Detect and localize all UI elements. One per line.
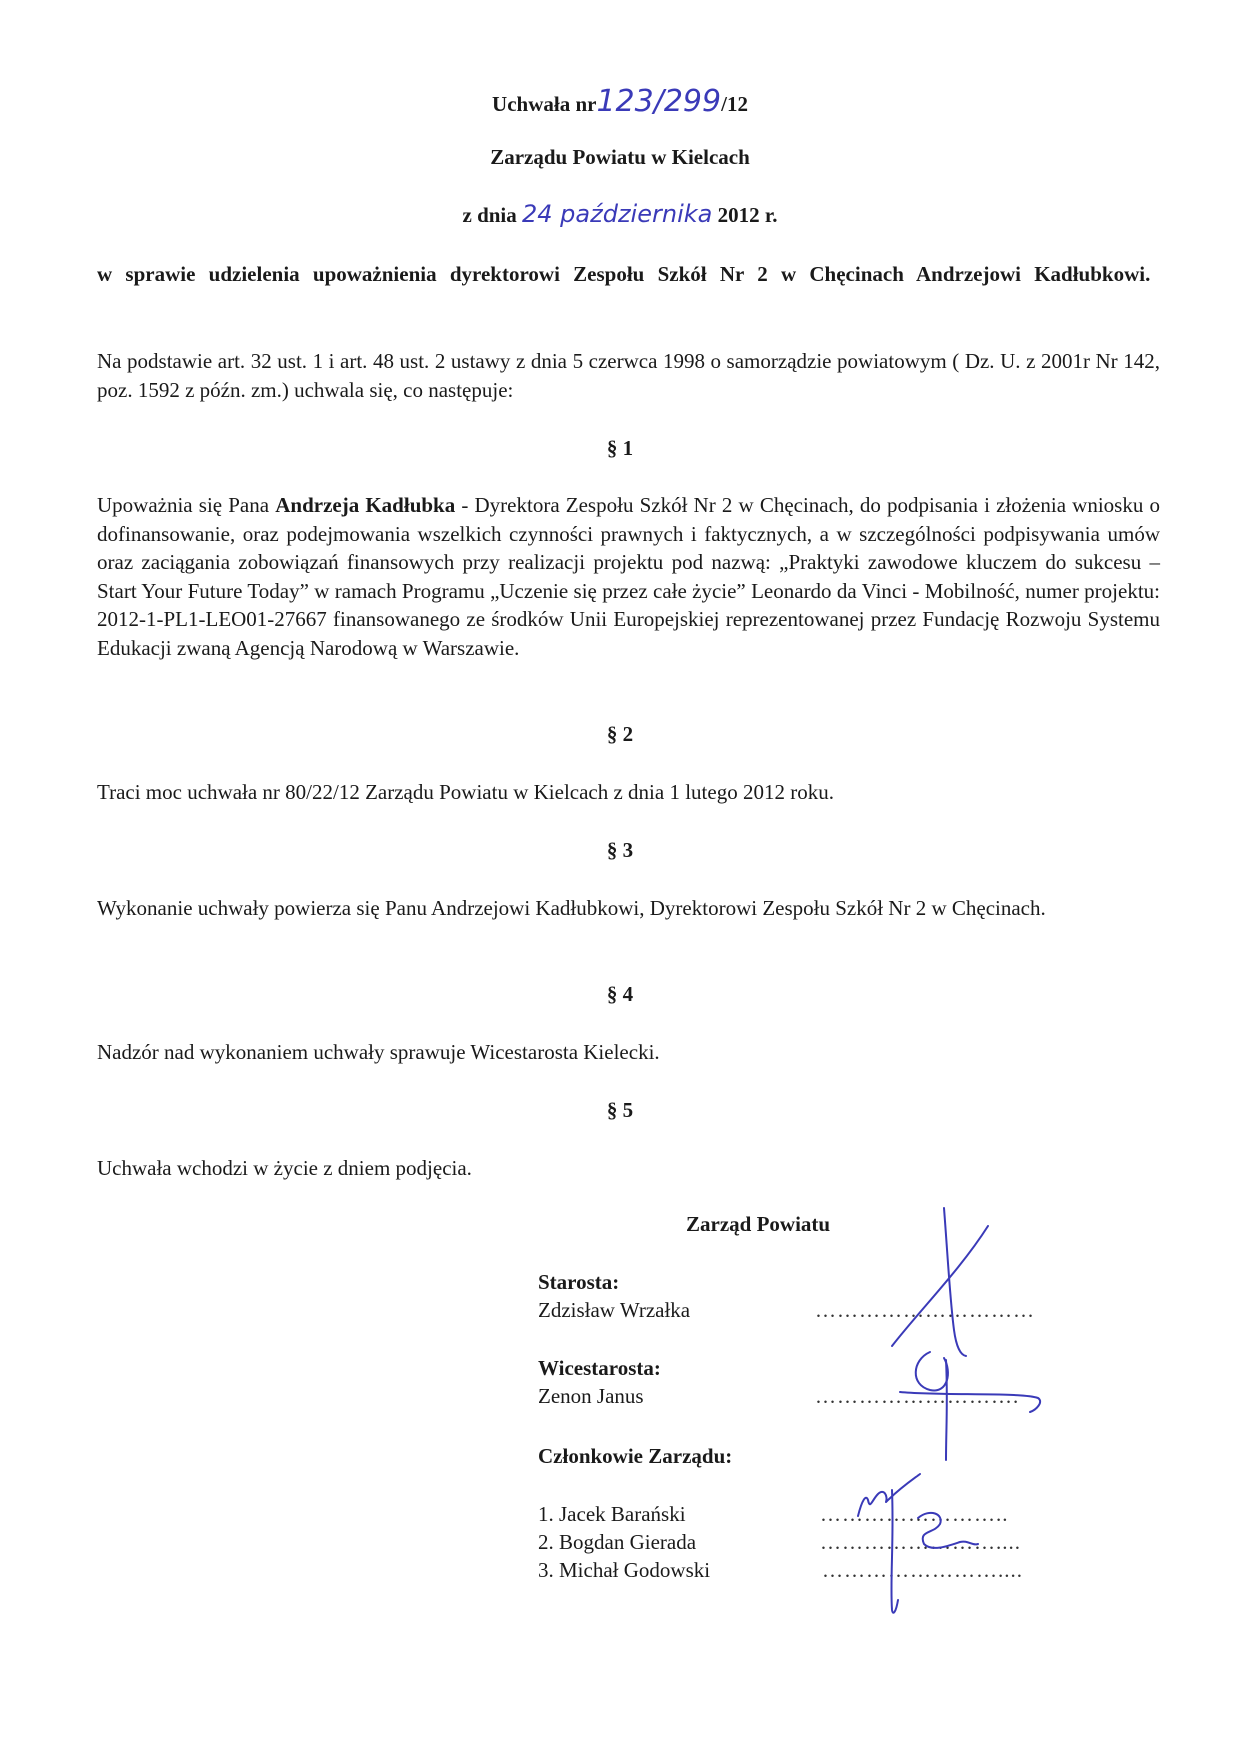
member-name-3: 3. Michał Godowski (538, 1558, 711, 1582)
wicestarosta-label: Wicestarosta: (538, 1356, 661, 1380)
title-prefix: Uchwała nr (492, 92, 597, 116)
issuer-subtitle: Zarządu Powiatu w Kielcach (490, 145, 750, 169)
handwritten-number: 123/299 (596, 84, 722, 119)
title-suffix: 12 (726, 92, 748, 116)
section-text-3: Wykonanie uchwały powierza się Panu Andrzejowi Kadłubkowi, Dyrektorowi Zespołu Szkół Nr 2 w Chęcinach. (97, 896, 1046, 920)
section-sign-2: § 2 (606, 722, 634, 746)
section-sign-3: § 3 (606, 838, 634, 862)
date-suffix: 2012 r. (717, 203, 778, 227)
members-label: Członkowie Zarządu: (538, 1444, 733, 1468)
section-sign-5: § 5 (606, 1098, 634, 1122)
starosta-signature-stroke-3 (916, 1352, 948, 1390)
section-sign-1: § 1 (606, 436, 634, 460)
starosta-name: Zdzisław Wrzałka (538, 1298, 691, 1322)
resolution-title: Uchwała nr123/299/12 (492, 84, 748, 119)
legal-basis: Na podstawie art. 32 ust. 1 i art. 48 ust. 2 ustawy z dnia 5 czerwca 1998 o samorządzie powiatowym ( Dz. U. z 2001r Nr 142, poz. 1592 z późn. zm.) uchwala się, co następuje: (97, 349, 1160, 402)
section-1-rest: - Dyrektora Zespołu Szkół Nr 2 w Chęcinach, do podpisania i złożenia wniosku o dofinansowanie, oraz podejmowania wszelkich czynności prawnych i faktycznych, a w szczególności podpisywania umów oraz zaciągania zobowiązań finansowych przy realizacji projektu pod nazwą: „Praktyki zawodowe kluczem do sukcesu – Start Your Future Today” w ramach Programu „Uczenie się przez całe życie” Leonardo da Vinci - Mobilność, numer projektu: 2012-1-PL1-LEO01-27667 finansowanego ze środków Unii Europejskiej reprezentowanej przez Fundację Rozwoju Systemu Edukacji zwaną Agencją Narodową w Warszawie. (97, 493, 1160, 660)
member-name-1: 1. Jacek Barański (538, 1502, 686, 1526)
board-title: Zarząd Powiatu (686, 1212, 831, 1236)
wicestarosta-signature-stroke-1 (946, 1360, 947, 1460)
member-signature-line-2: …………………….... (820, 1530, 1021, 1554)
resolution-subject: w sprawie udzielenia upoważnienia dyrektorowi Zespołu Szkół Nr 2 w Chęcinach Andrzejowi Kadłubkowi. (97, 262, 1151, 286)
section-sign-4: § 4 (606, 982, 634, 1006)
wicestarosta-signature-line: ………………………. (815, 1384, 1020, 1408)
starosta-signature-stroke-1 (944, 1208, 966, 1356)
section-text-4: Nadzór nad wykonaniem uchwały sprawuje Wicestarosta Kielecki. (97, 1040, 660, 1064)
section-1-pre: Upoważnia się Pana (97, 493, 276, 517)
starosta-label: Starosta: (538, 1270, 620, 1294)
section-text-5: Uchwała wchodzi w życie z dniem podjęcia. (97, 1156, 472, 1180)
member-signature-stroke-2 (891, 1490, 898, 1613)
wicestarosta-signature-stroke-2 (900, 1392, 1040, 1412)
member-signature-stroke-1 (858, 1474, 920, 1516)
member-signature-line-3: …………………….... (822, 1558, 1023, 1582)
wicestarosta-name: Zenon Janus (538, 1384, 644, 1408)
starosta-signature-stroke-2 (892, 1226, 988, 1346)
starosta-signature-line: ………………………… (815, 1298, 1035, 1322)
member-name-2: 2. Bogdan Gierada (538, 1530, 697, 1554)
member-signature-line-1: …………………….. (820, 1502, 1009, 1526)
date-prefix: z dnia (462, 203, 517, 227)
section-text-2: Traci moc uchwała nr 80/22/12 Zarządu Powiatu w Kielcach z dnia 1 lutego 2012 roku. (97, 780, 834, 804)
member-signature-stroke-3 (918, 1513, 978, 1548)
section-1-bold-name: Andrzeja Kadłubka (275, 493, 456, 517)
handwritten-date: 24 października (522, 200, 713, 228)
